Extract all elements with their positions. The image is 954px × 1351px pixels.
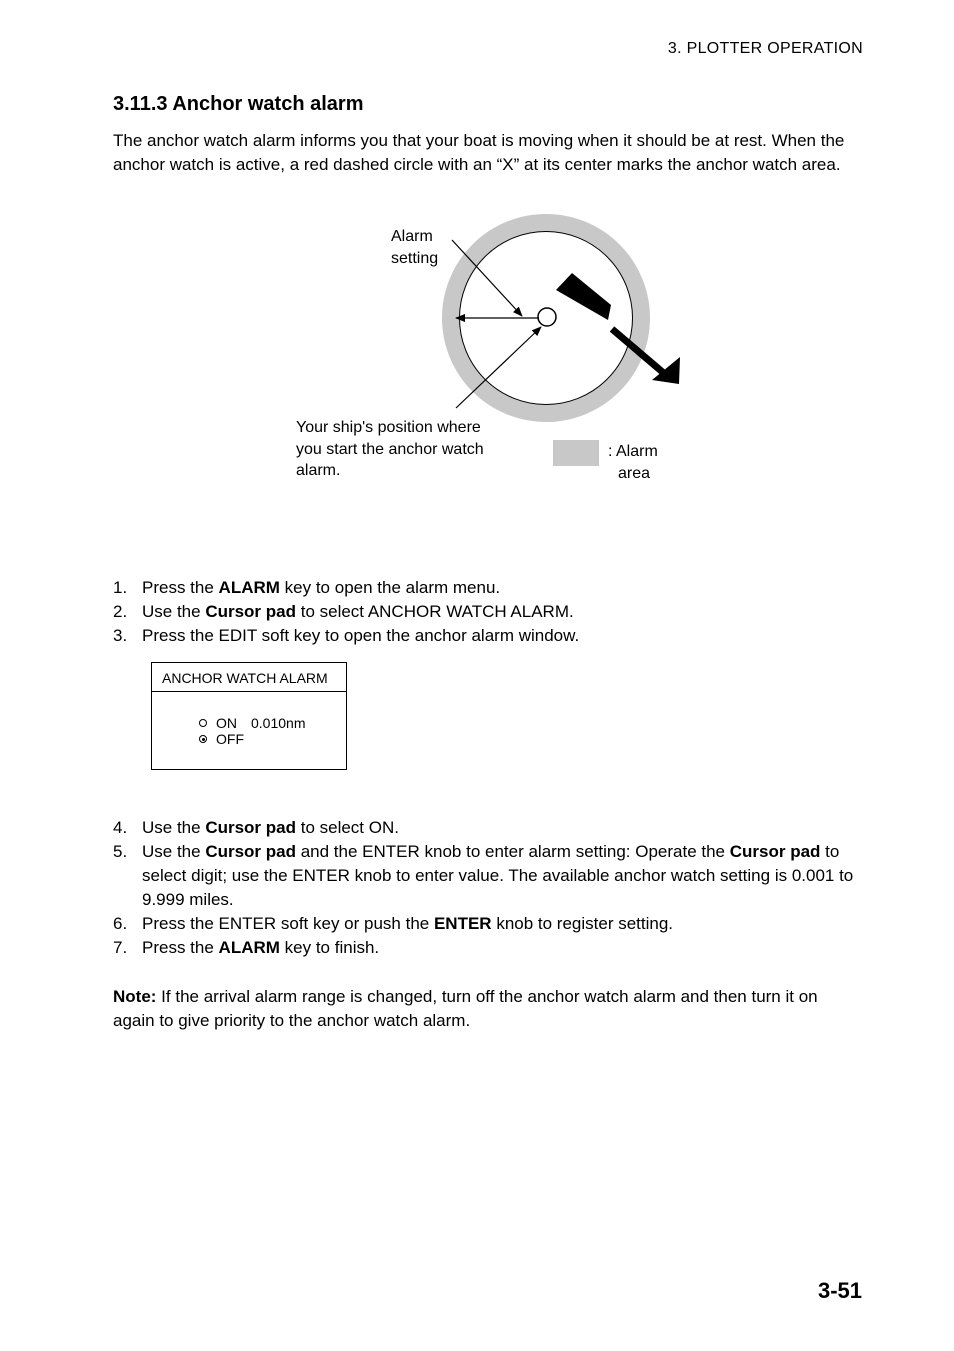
intro-paragraph: The anchor watch alarm informs you that your boat is moving when it should be at rest. When the anchor watch is active, a red dashed circle with an “X” at its center marks the anchor watch area. [113, 131, 845, 174]
alarm-range-value: 0.010nm [251, 715, 306, 731]
step-text-part: Press the [142, 938, 219, 957]
step-text-part: key to finish. [279, 938, 380, 957]
step-text-part: and the ENTER knob to enter alarm setting: Operate the [296, 842, 730, 861]
step-text-part: Use the [142, 842, 206, 861]
step-text: Press the EDIT soft key to open the anchor alarm window. [142, 626, 580, 645]
step-text [142, 600, 858, 624]
option-on-label: ON [216, 715, 237, 731]
step-text-part: Press the [142, 578, 219, 597]
alarm-setting-label [391, 226, 438, 270]
steps-list-1 [113, 576, 858, 648]
step-number: 2. [113, 602, 128, 621]
step-text-part: Use the [142, 602, 206, 621]
alarm-area-legend-swatch [553, 440, 599, 466]
step-number: 4. [113, 818, 128, 837]
step-text-part: to select ANCHOR WATCH ALARM. [296, 602, 574, 621]
ship-position-label-line1: Your ship's position where [296, 419, 481, 436]
step-number: 6. [113, 914, 128, 933]
step-number: 1. [113, 578, 128, 597]
step-text-part: knob to register setting. [491, 914, 674, 933]
ship-position-marker [538, 308, 556, 326]
step-keyword: Cursor pad [205, 818, 296, 837]
list-item [113, 600, 858, 624]
step-number: 7. [113, 938, 128, 957]
ship-position-label-line2: you start the anchor watch [296, 440, 484, 458]
list-item [113, 936, 858, 960]
dialog-title: ANCHOR WATCH ALARM [152, 663, 346, 692]
list-item [113, 816, 858, 840]
step-text-part: key to open the alarm menu. [279, 578, 501, 597]
step-keyword: ALARM [218, 578, 280, 597]
step-text [142, 912, 858, 936]
alarm-area-legend-label [608, 441, 658, 484]
step-text [142, 936, 858, 960]
running-header: 3. PLOTTER OPERATION [667, 40, 863, 57]
alarm-setting-label-line1: Alarm [391, 228, 433, 245]
step-number: 3. [113, 626, 128, 645]
step-text-part: Use the [142, 818, 206, 837]
page-number: 3-51 [817, 1278, 862, 1303]
list-item [113, 576, 858, 600]
option-off-label: OFF [216, 731, 244, 747]
ship-position-label-line3: alarm. [296, 462, 341, 479]
step-text [142, 840, 858, 912]
step-text-part: Press the ENTER soft key or push the [142, 914, 434, 933]
option-on[interactable] [199, 715, 305, 731]
step-text [142, 816, 858, 840]
anchor-watch-alarm-window [151, 662, 347, 770]
alarm-area-label-line1: : Alarm [608, 443, 658, 460]
alarm-setting-label-line2: setting [391, 250, 439, 267]
step-keyword: ALARM [218, 938, 280, 957]
step-text [142, 576, 858, 600]
alarm-area-label-line2: area [618, 464, 651, 482]
list-item [113, 912, 858, 936]
radio-off-icon [199, 719, 207, 727]
list-item [113, 624, 858, 648]
note-text: If the arrival alarm range is changed, turn off the anchor watch alarm and then turn it on again to give priority to the anchor watch alarm. [113, 987, 818, 1030]
radio-selected-icon [199, 735, 207, 743]
step-number: 5. [113, 842, 128, 861]
step-text-part: to select ON. [296, 818, 399, 837]
note-paragraph [113, 985, 858, 1033]
step-keyword: Cursor pad [205, 842, 296, 861]
step-keyword: ENTER [433, 914, 492, 933]
note-label: Note: [113, 987, 157, 1006]
steps-list-2 [113, 816, 858, 960]
ship-position-label [296, 417, 484, 482]
anchor-watch-figure [290, 210, 690, 500]
step-keyword: Cursor pad [729, 842, 821, 861]
step-keyword: Cursor pad [205, 602, 296, 621]
section-title: 3.11.3 Anchor watch alarm [113, 93, 364, 115]
step-text-part: to select digit; use the ENTER knob to enter value. The available anchor watch setting is 0.001 to 9.999 miles. [142, 842, 854, 909]
list-item [113, 840, 858, 912]
option-off[interactable] [199, 731, 244, 747]
